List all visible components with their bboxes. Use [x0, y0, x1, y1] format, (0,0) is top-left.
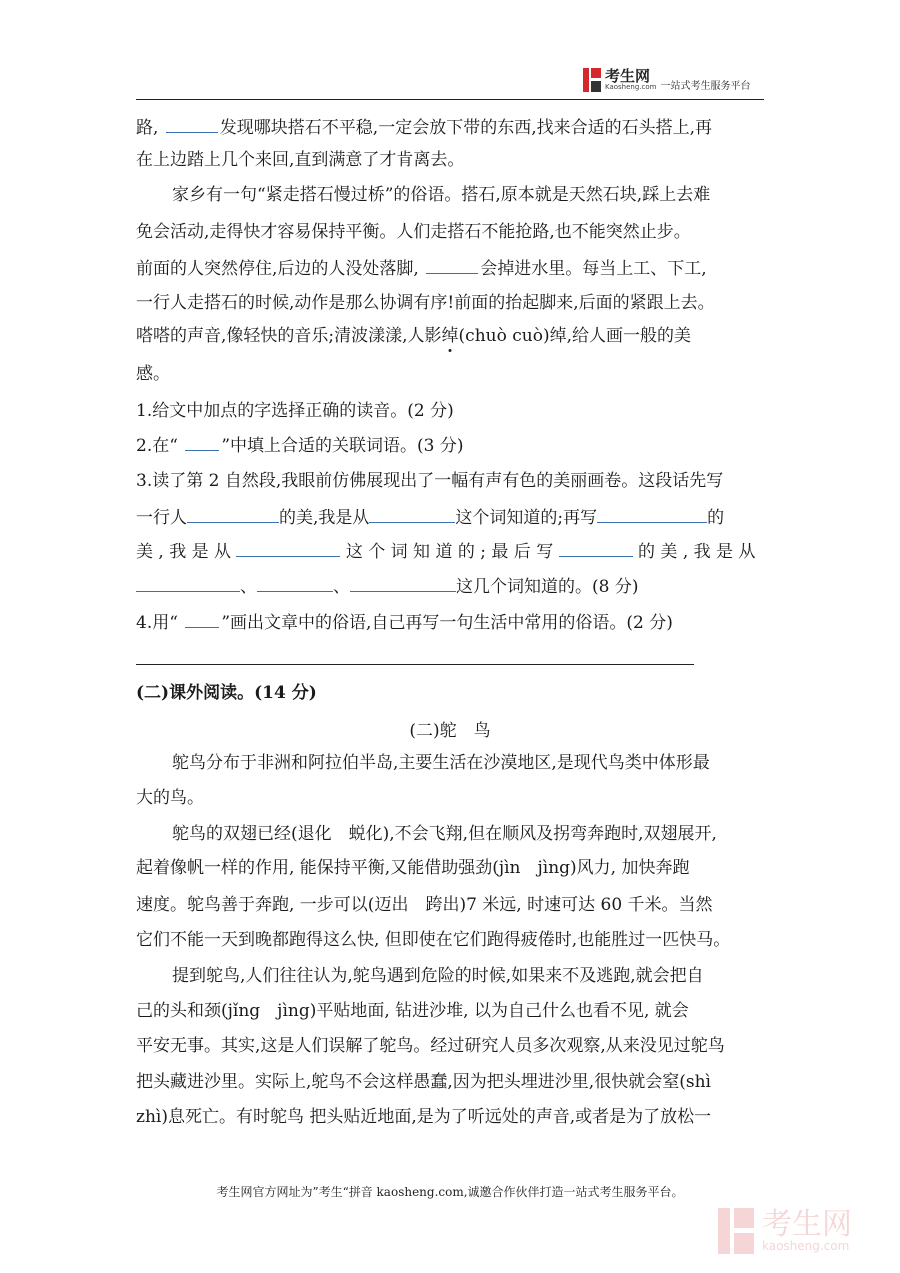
watermark-logo — [718, 1208, 852, 1254]
fill-blank[interactable] — [185, 436, 219, 451]
logo-name: 考生网 — [605, 67, 651, 85]
question-text: ”中填上合适的关联词语。(3 分) — [221, 436, 464, 456]
passage-line: 一行人走搭石的时候,动作是那么协调有序!前面的抬起脚来,后面的紧跟上去。 — [136, 293, 715, 313]
fill-blank[interactable] — [236, 542, 340, 557]
article-line: zhì)息死亡。有时鸵鸟 把头贴近地面,是为了听远处的声音,或者是为了放松一 — [136, 1107, 712, 1127]
fill-blank[interactable] — [597, 508, 707, 523]
passage-text: 会掉进水里。每当上工、下工, — [480, 259, 707, 279]
passage-line: 感。 — [136, 364, 170, 384]
article-line: 鸵鸟分布于非洲和阿拉伯半岛,主要生活在沙漠地区,是现代鸟类中体形最 — [172, 753, 710, 773]
dotted-character: 绰 — [441, 326, 459, 346]
fill-blank[interactable] — [185, 613, 219, 628]
section-heading: (二)课外阅读。(14 分) — [136, 683, 317, 703]
article-line: 大的鸟。 — [136, 788, 204, 808]
passage-text: 发现哪块搭石不平稳,一定会放下带的东西,找来合适的石头搭上,再 — [219, 118, 713, 138]
passage-line — [136, 325, 691, 347]
watermark-icon — [718, 1208, 754, 1254]
article-line: 它们不能一天到晚都跑得这么快, 但即使在它们跑得疲倦时,也能胜过一匹快马。 — [136, 930, 731, 950]
passage-line: 免会活动,走得快才容易保持平衡。人们走搭石不能抢路,也不能突然止步。 — [136, 222, 691, 242]
fill-blank[interactable] — [166, 118, 218, 133]
site-logo — [583, 68, 751, 92]
passage-line — [136, 117, 712, 139]
fill-blank[interactable] — [187, 508, 279, 523]
question-3-line — [136, 507, 724, 529]
passage-text: 前面的人突然停住,后边的人没处落脚, — [136, 259, 419, 279]
article-line: 己的头和颈(jǐng jìng)平贴地面, 钻进沙堆, 以为自己什么也看不见, 就会 — [136, 1001, 689, 1021]
fill-blank[interactable] — [257, 577, 333, 592]
article-line: 把头藏进沙里。实际上,鸵鸟不会这样愚蠢,因为把头埋进沙里,很快就会窒(shì — [136, 1072, 711, 1092]
passage-line: 家乡有一句“紧走搭石慢过桥”的俗语。搭石,原本就是天然石块,踩上去难 — [172, 185, 711, 205]
article-title: (二)鸵 鸟 — [409, 721, 491, 741]
question-text: 、 — [240, 577, 257, 597]
question-text: 的美,我是从 — [279, 508, 370, 528]
article-line: 起着像帆一样的作用, 能保持平衡,又能借助强劲(jìn jìng)风力, 加快奔跑 — [136, 858, 690, 878]
passage-text: 嗒嗒的声音,像轻快的音乐;清波漾漾,人影 — [136, 326, 442, 346]
passage-line: 在上边踏上几个来回,直到满意了才肯离去。 — [136, 150, 465, 170]
passage-text: (chuò cuò)绰,给人画一般的美 — [458, 326, 691, 346]
question-4 — [136, 612, 673, 634]
article-line: 平安无事。其实,这是人们误解了鸵鸟。经过研究人员多次观察,从来没见过鸵鸟 — [136, 1036, 725, 1056]
question-3-line — [136, 576, 638, 598]
page-footer: 考生网官方网址为”考生“拼音 kaosheng.com,诚邀合作伙伴打造一站式考生服务平台。 — [216, 1185, 684, 1199]
question-1: 1.给文中加点的字选择正确的读音。(2 分) — [136, 401, 454, 421]
question-2 — [136, 435, 464, 457]
question-3: 3.读了第 2 自然段,我眼前仿佛展现出了一幅有声有色的美丽画卷。这段话先写 — [136, 471, 724, 491]
watermark-domain: kaosheng.com — [762, 1239, 850, 1253]
question-text: ”画出文章中的俗语,自己再写一句生活中常用的俗语。(2 分) — [221, 613, 673, 633]
passage-text: 路, — [136, 118, 159, 138]
logo-slogan: 一站式考生服务平台 — [660, 80, 751, 92]
watermark-name: 考生网 — [762, 1207, 852, 1242]
question-text: 的 — [707, 508, 725, 528]
fill-blank[interactable] — [369, 508, 455, 523]
logo-icon — [583, 68, 601, 92]
question-3-line — [136, 541, 755, 563]
fill-blank[interactable] — [350, 577, 456, 592]
question-text: 这个词知道的;再写 — [455, 508, 598, 528]
article-line: 速度。鸵鸟善于奔跑, 一步可以(迈出 跨出)7 米远, 时速可达 60 千米。当然 — [136, 895, 713, 915]
answer-line[interactable] — [136, 664, 694, 665]
question-text: 一行人 — [136, 508, 187, 528]
logo-domain: Kaosheng.com — [605, 83, 657, 91]
fill-blank[interactable] — [559, 542, 633, 557]
header-rule — [136, 99, 764, 100]
question-text: 这几个词知道的。(8 分) — [456, 577, 639, 597]
article-line: 鸵鸟的双翅已经(退化 蜕化),不会飞翔,但在顺风及拐弯奔跑时,双翅展开, — [172, 824, 717, 844]
question-text: 这 个 词 知 道 的 ; 最 后 写 — [345, 542, 554, 562]
question-text: 的 美 , 我 是 从 — [638, 542, 756, 562]
fill-blank[interactable] — [426, 259, 478, 274]
question-text: 4.用“ — [136, 613, 178, 633]
article-line: 提到鸵鸟,人们往往认为,鸵鸟遇到危险的时候,如果来不及逃跑,就会把自 — [172, 966, 704, 986]
passage-line — [136, 258, 707, 280]
fill-blank[interactable] — [136, 577, 240, 592]
question-text: 2.在“ — [136, 436, 178, 456]
question-text: 美 , 我 是 从 — [136, 542, 232, 562]
question-text: 、 — [333, 577, 350, 597]
